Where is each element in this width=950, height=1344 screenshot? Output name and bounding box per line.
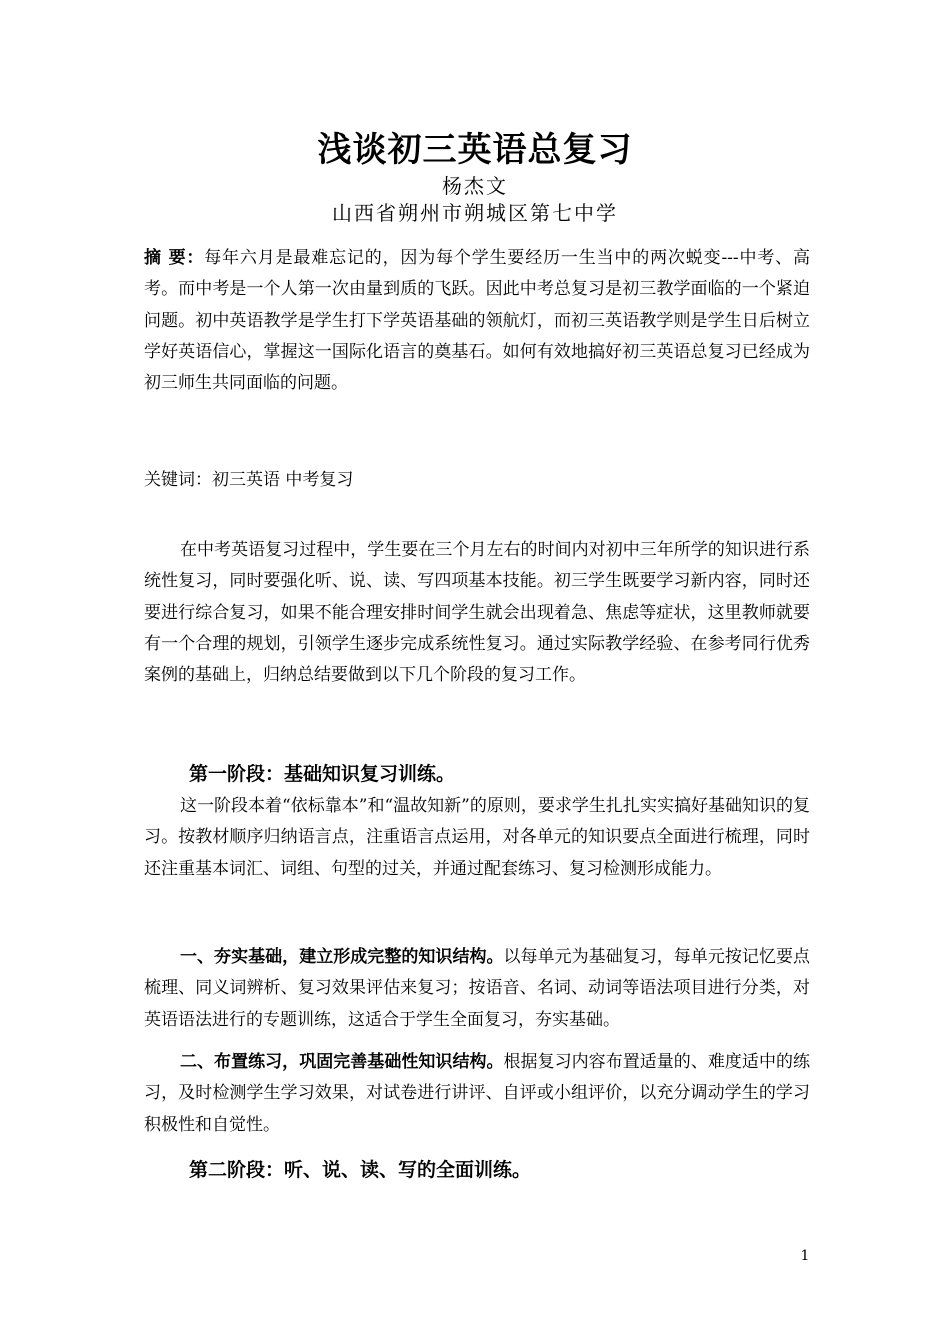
stage1-item1-text: 以每单元为基础复习，每单元按记忆要点梳理、同义词辨析、复习效果评估来复习；按语音、名词、动词等语法项目进行分类，对英语语法进行的专题训练，这适合于学生全面复习，夯实基础。: [144, 947, 811, 1030]
stage1-paragraph: 这一阶段本着“依标靠本”和“温故知新”的原则，要求学生扎扎实实搞好基础知识的复习。按教材顺序归纳语言点，注重语言点运用，对各单元的知识要点全面进行梳理，同时还注重基本词汇、词组、句型的过关，并通过配套练习、复习检测形成能力。: [144, 796, 810, 879]
stage2-heading: 第二阶段：听、说、读、写的全面训练。: [189, 1159, 532, 1181]
stage1-item2-paragraph: [144, 1047, 810, 1141]
stage1-item2-text: 根据复习内容布置适量的、难度适中的练习，及时检测学生学习效果，对试卷进行讲评、自评或小组评价，以充分调动学生的学习积极性和自觉性。: [144, 1052, 811, 1135]
abstract-text: 每年六月是最难忘记的，因为每个学生要经历一生当中的两次蜕变---中考、高考。而中考是一个人第一次由量到质的飞跃。因此中考总复习是初三教学面临的一个紧迫问题。初中英语教学是学生打下学英语基础的领航灯，而初三英语教学则是学生日后树立学好英语信心，掌握这一国际化语言的奠基石。如何有效地搞好初三英语总复习已经成为初三师生共同面临的问题。: [144, 248, 811, 394]
page-number: 1: [800, 1248, 810, 1264]
keywords-line: [144, 465, 810, 496]
abstract-label: 摘 要：: [144, 248, 205, 268]
stage1-item1-paragraph: [144, 942, 810, 1036]
intro-paragraph: 在中考英语复习过程中，学生要在三个月左右的时间内对初中三年所学的知识进行系统性复习，同时要强化听、说、读、写四项基本技能。初三学生既要学习新内容，同时还要进行综合复习，如果不能合理安排时间学生就会出现着急、焦虑等症状，这里教师就要有一个合理的规划，引领学生逐步完成系统性复习。通过实际教学经验、在参考同行优秀案例的基础上，归纳总结要做到以下几个阶段的复习工作。: [144, 540, 810, 686]
stage1-heading: 第一阶段：基础知识复习训练。: [189, 763, 456, 785]
keywords-label: 关键词：: [144, 470, 212, 490]
stage1-item1-label: 一、夯实基础，建立形成完整的知识结构。: [180, 947, 504, 967]
author-name: 杨杰文: [442, 174, 508, 198]
abstract-paragraph: [144, 243, 810, 399]
stage1-item2-label: 二、布置练习，巩固完善基础性知识结构。: [180, 1052, 504, 1072]
author-school: 山西省朔州市朔城区第七中学: [332, 201, 618, 225]
document-title: 浅谈初三英语总复习: [317, 130, 633, 170]
keywords-text: 初三英语 中考复习: [212, 470, 354, 490]
